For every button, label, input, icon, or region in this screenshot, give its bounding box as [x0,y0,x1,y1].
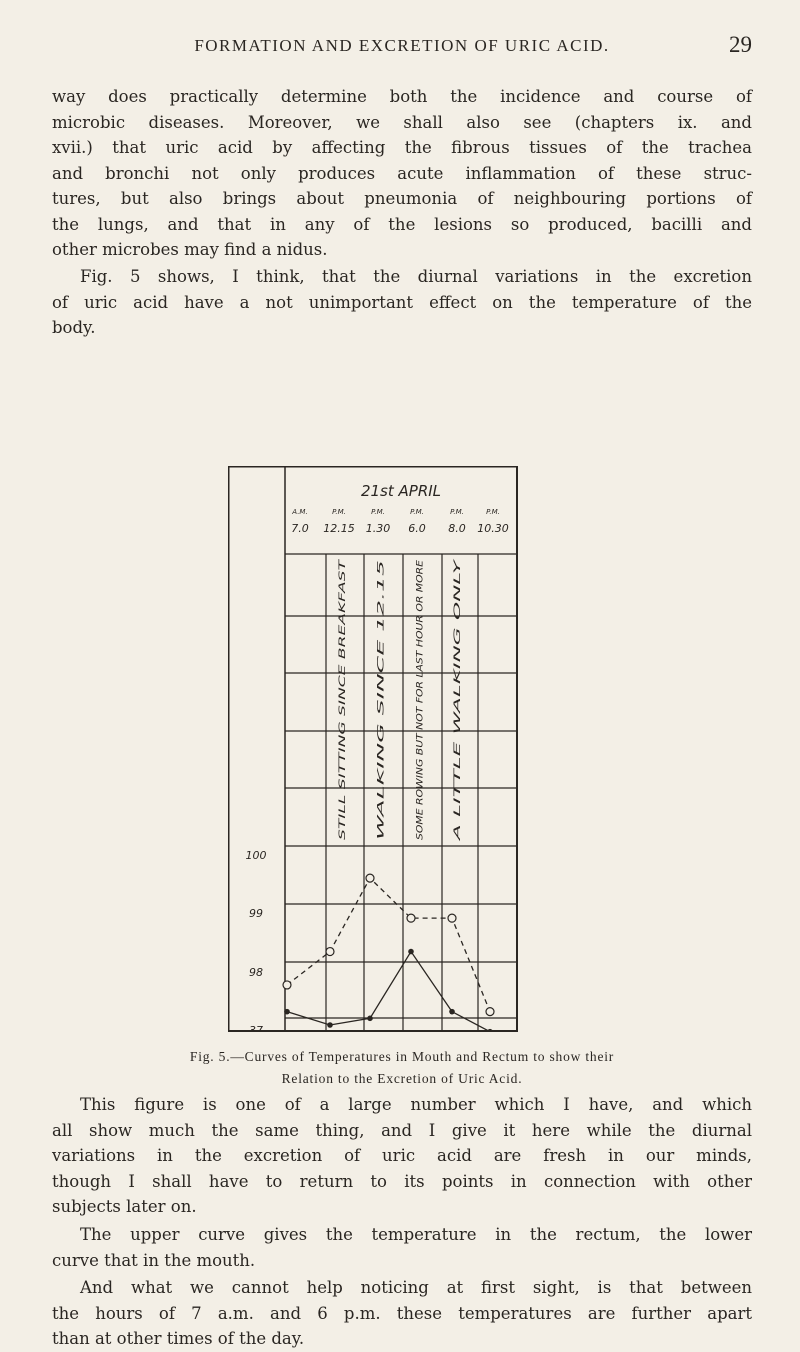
x-sub-label: A.M. [292,508,308,516]
x-tick-label: 12.15 [323,522,355,535]
text-line: all show much the same thing, and I give it here while the diurnal [52,1120,752,1140]
temperature-chart [228,466,528,1032]
x-tick-label: 10.30 [477,522,509,535]
paragraph-1 [52,84,752,263]
data-point [284,1009,290,1015]
text-line: variations in the excretion of uric acid are fresh in our minds, [52,1146,752,1165]
chart-title: 21st APRIL [360,482,442,500]
text-line: subjects later on. [52,1197,197,1216]
paragraph-5 [52,1275,752,1352]
text-line: though I shall have to return to its points in connection with other [52,1171,752,1191]
text-line: And what we cannot help noticing at first sight, is that between [80,1278,752,1297]
text-line: microbic diseases. Moreover, we shall also see (chapters ix. and [52,112,752,132]
y-tick-label: 100 [245,849,267,862]
data-point [367,1016,373,1022]
text-line: than at other times of the day. [52,1329,305,1348]
page-number: 29 [729,32,752,57]
y-tick-label: 37 [249,1024,263,1032]
paragraph-3 [52,1092,752,1220]
text-line: and bronchi not only produces acute inflammation of these struc- [52,163,752,183]
text-line: of uric acid have a not unimportant effect on the temperature of the [52,292,752,312]
data-point [366,874,374,882]
column-note: WALKING SINCE 12.15 [376,745,387,840]
column-note: STILL SITTING SINCE BREAKFAST [338,700,348,840]
text-line: xvii.) that uric acid by affecting the fibrous tissues of the trachea [52,138,752,157]
text-line: other microbes may find a nidus. [52,240,328,259]
x-tick-label: 8.0 [448,522,466,535]
data-point [407,914,415,922]
running-head [52,34,752,64]
data-point [448,914,456,922]
figure-caption [52,1046,752,1090]
x-tick-label: 7.0 [291,522,309,535]
text-line: the hours of 7 a.m. and 6 p.m. these temperatures are further apart [52,1303,752,1323]
running-title: FORMATION AND EXCRETION OF URIC ACID. [194,36,610,55]
text-line: way does practically determine both the incidence and course of [52,87,752,106]
x-sub-label: P.M. [486,508,500,516]
data-point [486,1008,494,1016]
chart-frame [229,467,518,1032]
x-tick-label: 1.30 [365,522,391,535]
text-line: tures, but also brings about pneumonia of neighbouring portions of [52,189,752,208]
data-point [487,1029,493,1032]
x-sub-label: P.M. [371,508,385,516]
paragraph-4 [52,1222,752,1273]
x-sub-label: P.M. [450,508,464,516]
caption-line-1: Fig. 5.—Curves of Temperatures in Mouth and Rectum to show their [189,1049,615,1064]
text-line: Fig. 5 shows, I think, that the diurnal variations in the excretion [80,267,752,286]
paragraph-2 [52,264,752,341]
text-line: curve that in the mouth. [52,1250,256,1270]
y-tick-label: 98 [249,966,263,979]
text-line: This figure is one of a large number which I have, and which [80,1095,752,1114]
text-line: the lungs, and that in any of the lesions so produced, bacilli and [52,214,752,234]
column-note: A LITTLE WALKING ONLY [453,736,463,840]
y-tick-label: 99 [249,907,263,920]
data-point [449,1009,455,1015]
data-point [408,949,414,955]
x-tick-label: 6.0 [408,522,426,535]
figure-5 [228,466,528,1036]
data-point [283,981,291,989]
series-line [287,952,490,1032]
caption-line-2: Relation to the Excretion of Uric Acid. [281,1071,523,1086]
column-note: SOME ROWING BUT NOT FOR LAST HOUR OR MORE [415,619,426,840]
series-line [287,878,490,1012]
text-line: The upper curve gives the temperature in the rectum, the lower [80,1225,752,1244]
data-point [326,948,334,956]
data-point [327,1022,333,1028]
x-sub-label: P.M. [410,508,424,516]
x-sub-label: P.M. [332,508,346,516]
text-line: body. [52,318,96,337]
